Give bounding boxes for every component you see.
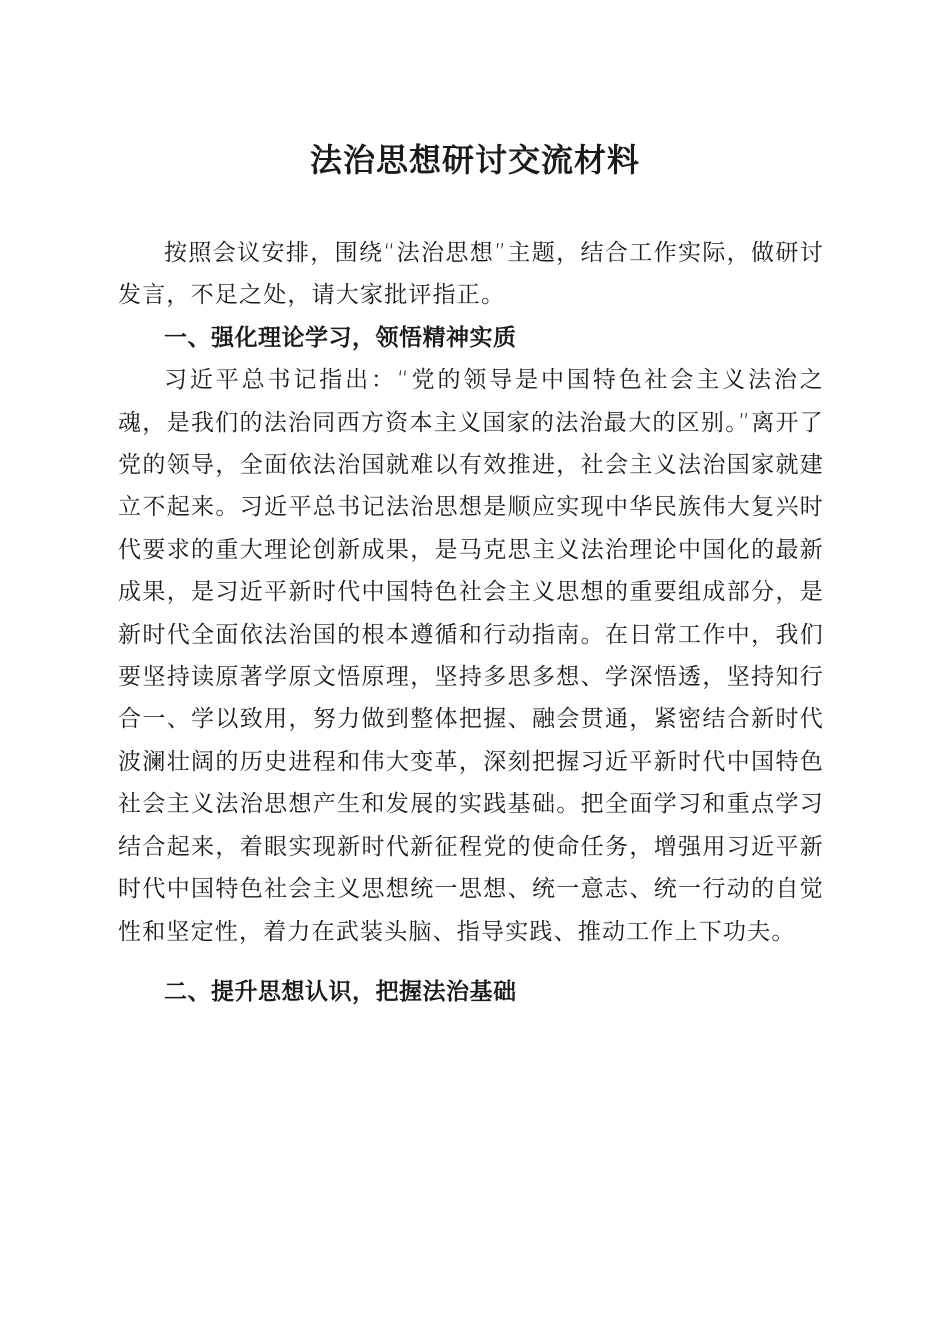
section-body-1: 习近平总书记指出：“党的领导是中国特色社会主义法治之魂，是我们的法治同西方资本主义国家的法治最大的区别。”离开了党的领导，全面依法治国就难以有效推进，社会主义法治国家就建立不起来。习近平总书记法治思想是顺应实现中华民族伟大复兴时代要求的重大理论创新成果，是马克思主义法治理论中国化的最新成果，是习近平新时代中国特色社会主义思想的重要组成部分，是新时代全面依法治国的根本遵循和行动指南。在日常工作中，我们要坚持读原著学原文悟原理，坚持多思多想、学深悟透，坚持知行合一、学以致用，努力做到整体把握、融会贯通，紧密结合新时代波澜壮阔的历史进程和伟大变革，深刻把握习近平新时代中国特色社会主义法治思想产生和发展的实践基础。把全面学习和重点学习结合起来，着眼实现新时代新征程党的使命任务，增强用习近平新时代中国特色社会主义思想统一思想、统一意志、统一行动的自觉性和坚定性，着力在武装头脑、指导实践、推动工作上下功夫。 xyxy=(118,367,824,945)
section-heading-2: 二、提升思想认识，把握法治基础 xyxy=(164,978,517,1005)
document-body xyxy=(118,232,824,1013)
section-heading-1: 一、强化理论学习，领悟精神实质 xyxy=(164,324,517,351)
document-title: 法治思想研讨交流材料 xyxy=(309,141,640,179)
intro-paragraph: 按照会议安排，围绕“法治思想”主题，结合工作实际，做研讨发言，不足之处，请大家批评指正。 xyxy=(118,240,824,309)
